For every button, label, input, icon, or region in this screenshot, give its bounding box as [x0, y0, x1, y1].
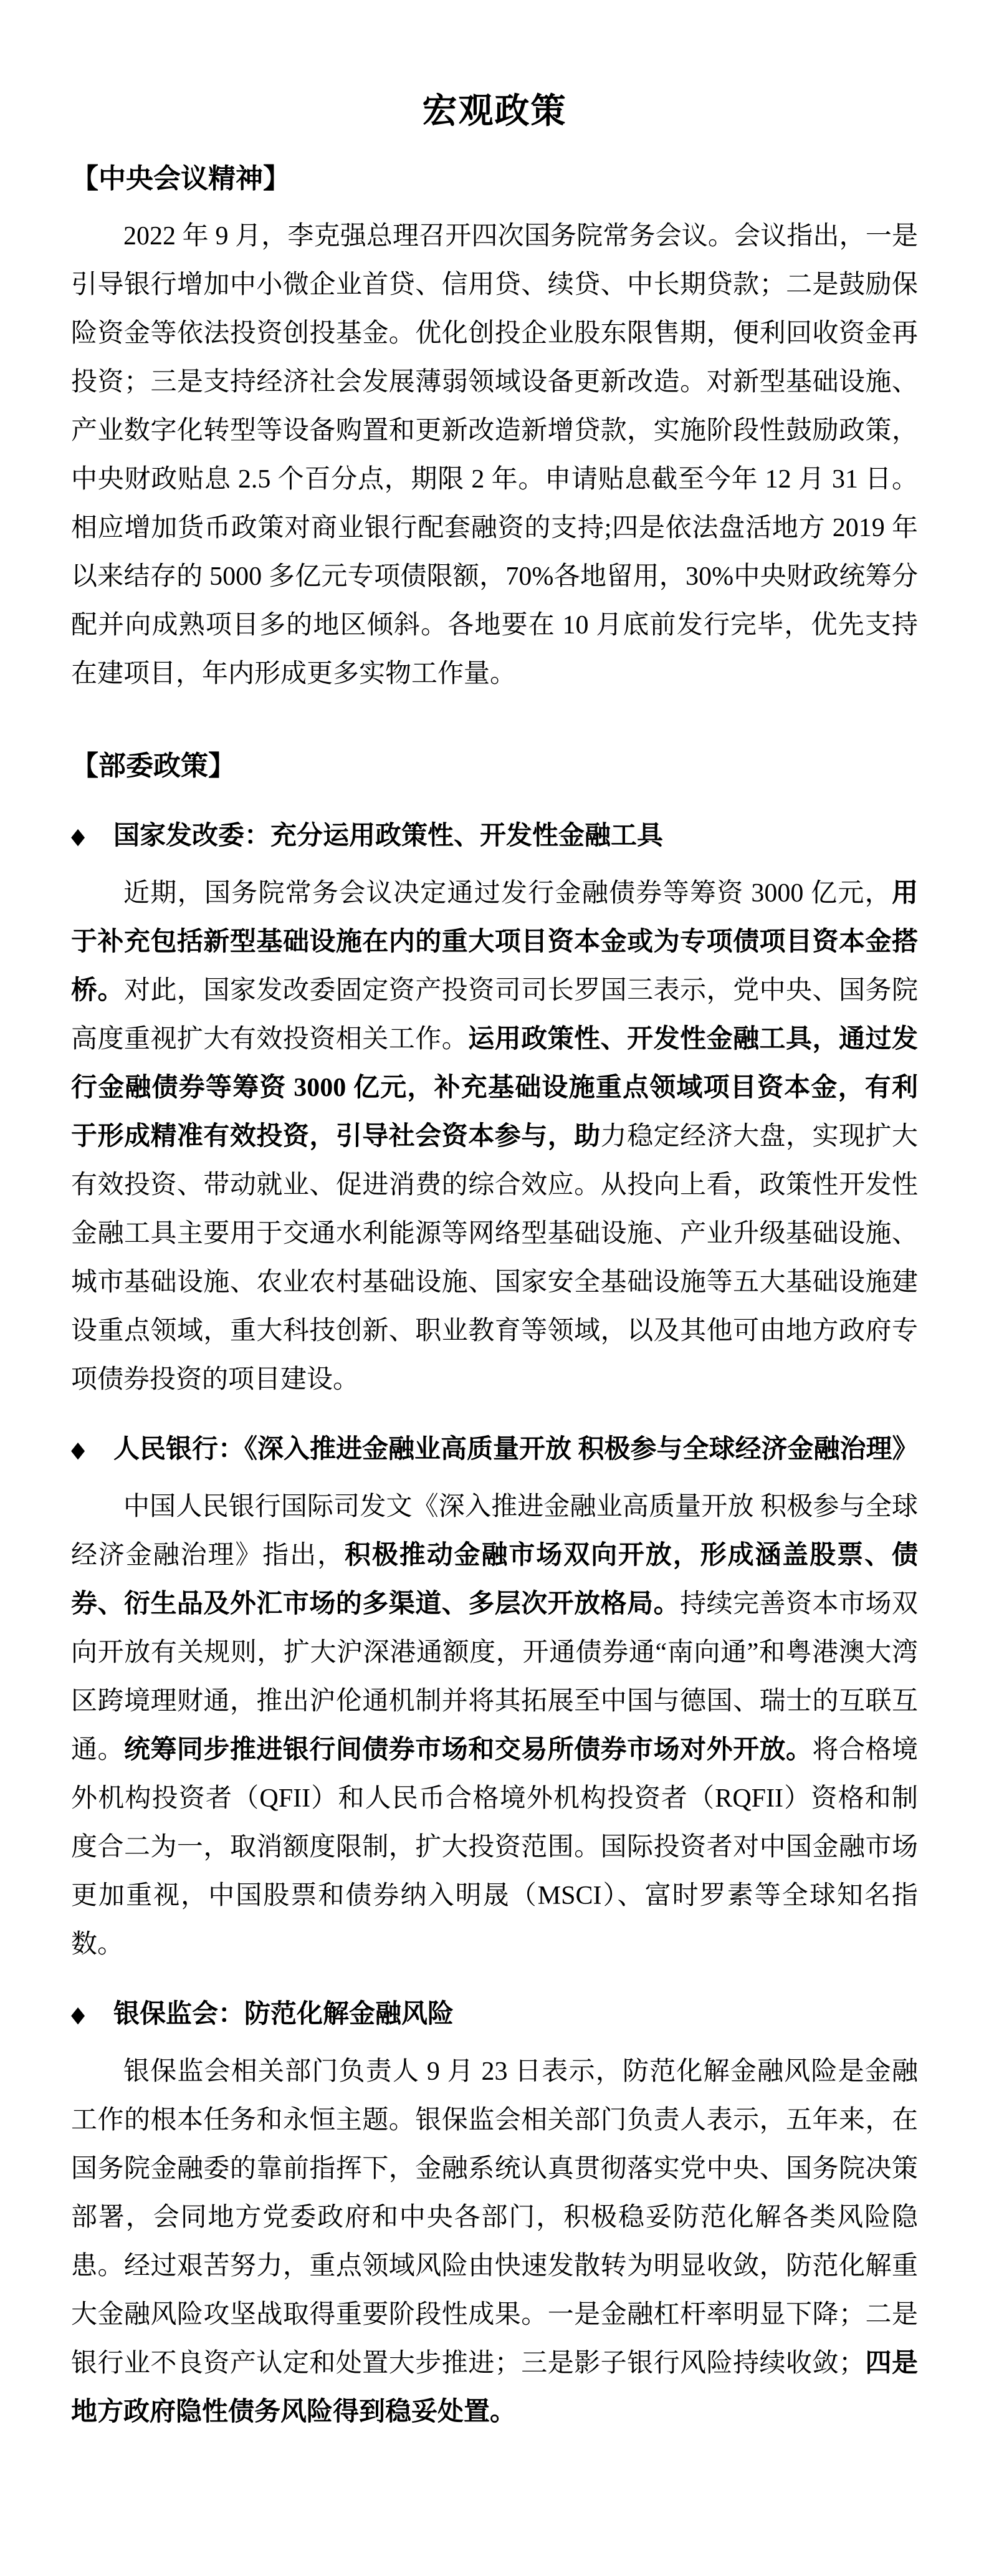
- bullet-heading: [71, 812, 918, 860]
- body-paragraph: [71, 869, 918, 1404]
- body-paragraph: [71, 212, 918, 698]
- body-paragraph: [71, 2047, 918, 2436]
- body-text: 将合格境外机构投资者（QFII）和人民币合格境外机构投资者（RQFII）资格和制度合二为一，取消额度限制，扩大投资范围。国际投资者对中国金融市场更加重视，中国股票和债券纳入明晟（MSCI）、富时罗素等全球知名指数。: [71, 1736, 918, 1959]
- body-text: 持续完善资本市场双向开放有关规则，扩大沪深港通额度，开通债券通“南向通”和粤港澳大湾区跨境理财通，推出沪伦通机制并将其拓展至中国与德国、瑞士的互联互通。: [71, 1590, 918, 1764]
- body-text: 近期，国务院常务会议决定通过发行金融债券等筹资 3000 亿元，: [123, 879, 892, 908]
- bullet-title: 国家发改委：充分运用政策性、开发性金融工具: [113, 822, 664, 850]
- diamond-bullet-icon: ◆: [71, 824, 85, 848]
- emphasis-text: 四是地方政府隐性债务风险得到稳妥处置。: [71, 2349, 918, 2426]
- page-title: 宏观政策: [422, 92, 567, 131]
- body-paragraph: [71, 1483, 918, 1969]
- section-heading-ministries: 【部委政策】: [71, 751, 236, 781]
- emphasis-text: 统筹同步推进银行间债券市场和交易所债券市场对外开放。: [123, 1736, 813, 1764]
- body-text: 中国人民银行国际司发文《深入推进金融业高质量开放 积极参与全球经济金融治理》指出，: [71, 1492, 918, 1570]
- bullet-title: 人民银行：《深入推进金融业高质量开放 积极参与全球经济金融治理》: [113, 1435, 919, 1464]
- bullet-heading: [71, 1990, 918, 2039]
- body-text: 银保监会相关部门负责人 9 月 23 日表示，防范化解金融风险是金融工作的根本任务和永恒主题。银保监会相关部门负责人表示，五年来，在国务院金融委的靠前指挥下，金融系统认真贯彻落实党中央、国务院决策部署，会同地方党委政府和中央各部门，积极稳妥防范化解各类风险隐患。经过艰苦努力，重点领域风险由快速发散转为明显收敛，防范化解重大金融风险攻坚战取得重要阶段性成果。一是金融杠杆率明显下降；二是银行业不良资产认定和处置大步推进；三是影子银行风险持续收敛；: [71, 2057, 918, 2378]
- section-body-ministries: [71, 812, 918, 2436]
- section-body-central: [71, 212, 918, 698]
- section-central-meetings: [71, 155, 918, 698]
- emphasis-text: 积极推动金融市场双向开放，形成涵盖股票、债券、衍生品及外汇市场的多渠道、多层次开放格局。: [71, 1541, 918, 1618]
- section-heading-central: 【中央会议精神】: [71, 163, 290, 194]
- diamond-bullet-icon: ◆: [71, 1437, 85, 1462]
- diamond-bullet-icon: ◆: [71, 2002, 85, 2027]
- bullet-title: 银保监会：防范化解金融风险: [113, 2000, 454, 2029]
- bullet-heading: [71, 1425, 918, 1474]
- body-text: 对此，国家发改委固定资产投资司司长罗国三表示，党中央、国务院高度重视扩大有效投资相关工作。: [71, 976, 918, 1054]
- section-ministry-policies: [71, 742, 918, 2436]
- emphasis-text: 用于补充包括新型基础设施在内的重大项目资本金或为专项债项目资本金搭桥。: [71, 879, 918, 1005]
- emphasis-text: 运用政策性、开发性金融工具，通过发行金融债券等筹资 3000 亿元，补充基础设施重点领域项目资本金，有利于形成精准有效投资，引导社会资本参与，助: [71, 1025, 918, 1151]
- body-text: 2022 年 9 月，李克强总理召开四次国务院常务会议。会议指出，一是引导银行增加中小微企业首贷、信用贷、续贷、中长期贷款；二是鼓励保险资金等依法投资创投基金。优化创投企业股东限售期，便利回收资金再投资；三是支持经济社会发展薄弱领域设备更新改造。对新型基础设施、产业数字化转型等设备购置和更新改造新增贷款，实施阶段性鼓励政策，中央财政贴息 2.5 个百分点，期限 2 年。申请贴息截至今年 12 月 31 日。相应增加货币政策对商业银行配套融资的支持;四是依法盘活地方 2019 年以来结存的 5000 多亿元专项债限额，70%各地留用，30%中央财政统筹分配并向成熟项目多的地区倾斜。各地要在 10 月底前发行完毕，优先支持在建项目，年内形成更多实物工作量。: [71, 222, 918, 688]
- body-text: 力稳定经济大盘，实现扩大有效投资、带动就业、促进消费的综合效应。从投向上看，政策性开发性金融工具主要用于交通水利能源等网络型基础设施、产业升级基础设施、城市基础设施、农业农村基础设施、国家安全基础设施等五大基础设施建设重点领域，重大科技创新、职业教育等领域，以及其他可由地方政府专项债券投资的项目建设。: [71, 1122, 918, 1394]
